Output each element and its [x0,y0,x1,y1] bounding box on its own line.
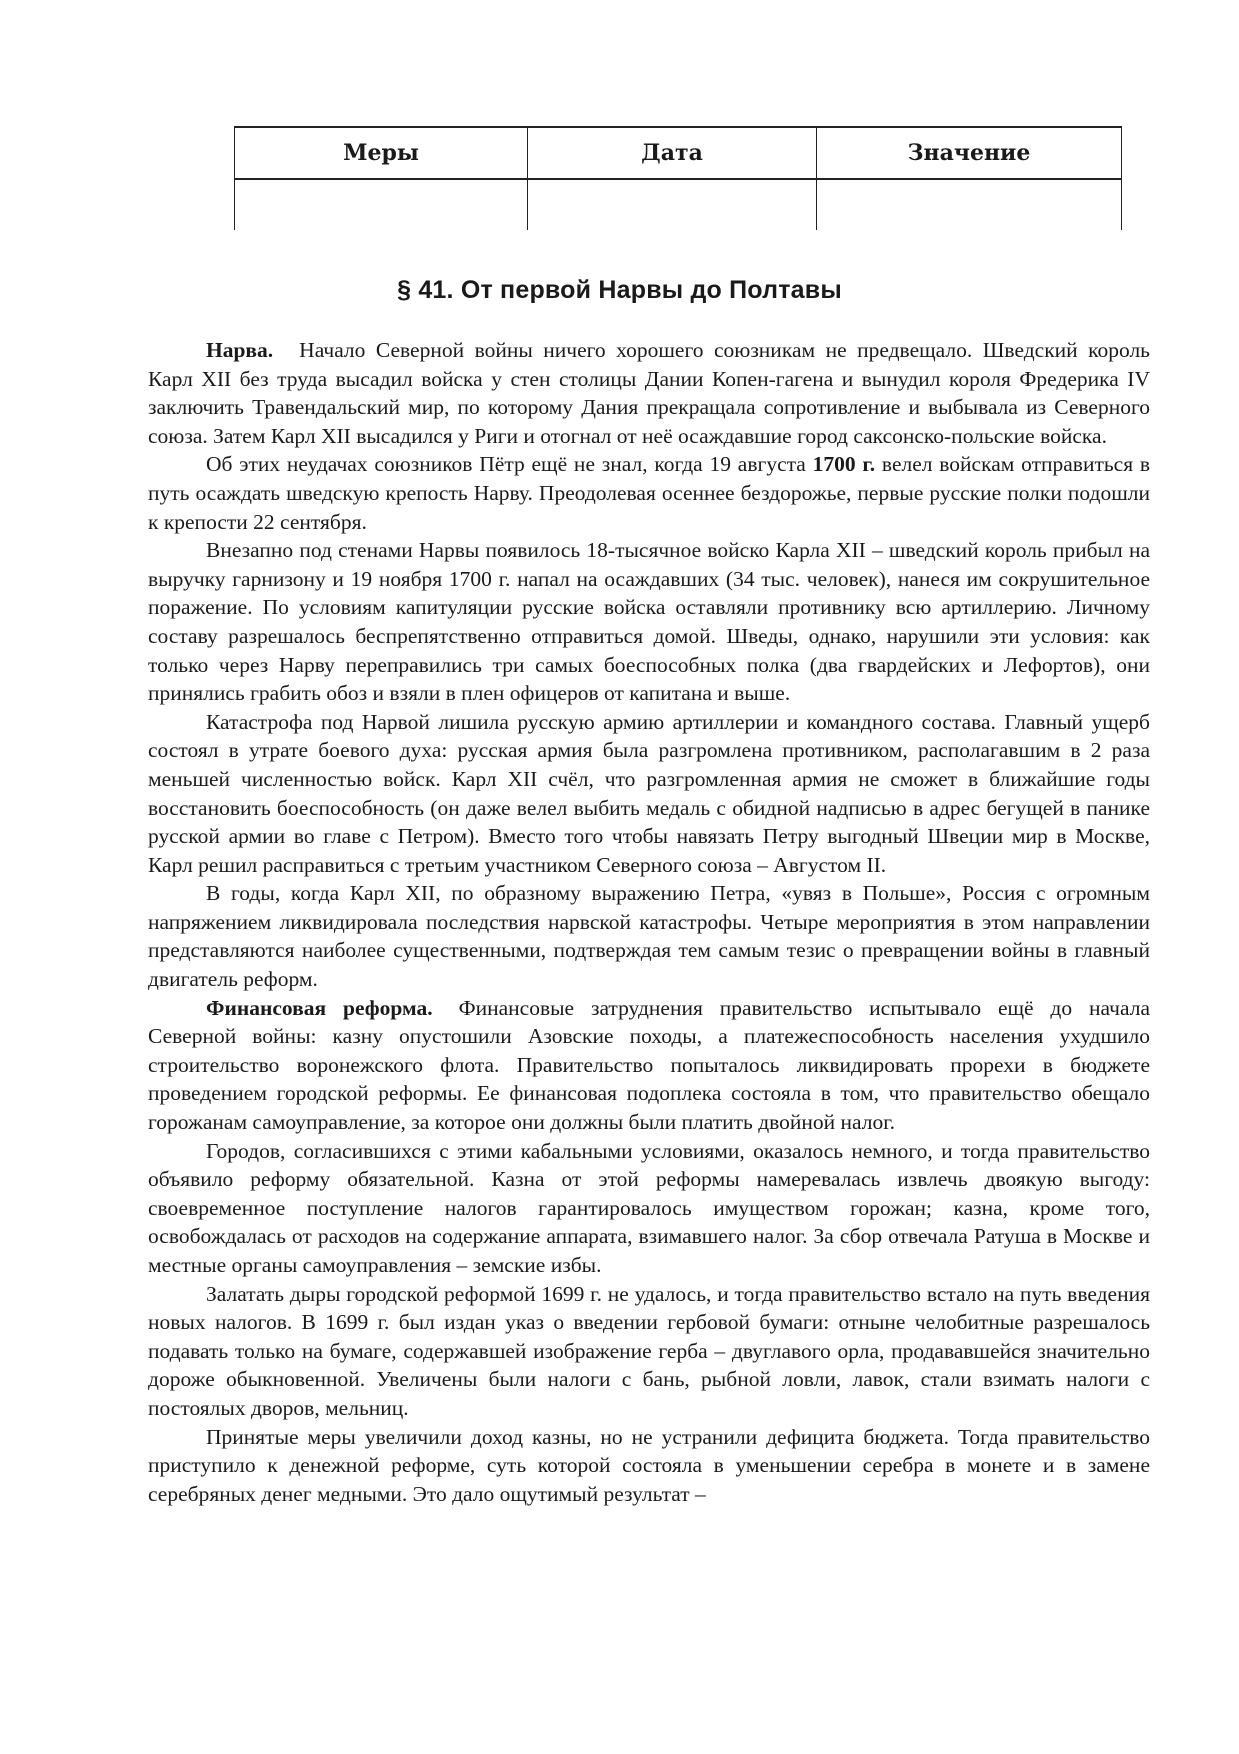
paragraph-lead-financial-reform: Финансовая реформа. [206,995,433,1020]
column-header-date: Дата [528,127,817,179]
paragraph: Городов, согласившихся с этими кабальными условиями, оказалось немного, и тогда правительство объявило реформу обязательной. Казна от этой реформы намеревалась извлечь двоякую выгоду: своевременное поступление налогов гарантировалось имуществом горожан; казна, кроме того, освобождалась от расходов на содержание аппарата, взимавшего налог. За сбор отвечала Ратуша в Москве и местные органы самоуправления – земские избы. [148,1138,1150,1277]
table-header-row [235,127,1122,179]
paragraph-lead-narva: Нарва. [206,338,274,362]
date-highlight: 1700 г. [812,452,876,477]
paragraph [148,450,1150,536]
paragraph-text: Финансовые затруднения правительство испытывало ещё до начала Северной войны: казну опустошили Азовские походы, а платежеспособность населения ухудшило строительство воронежского флота. Правительство попыталось ликвидировать прорехи в бюджете проведением городской реформы. Ее финансовая подоплека состояла в том, что правительство обещало горожанам самоуправление, за которое они должны были платить двойной налог. [148,995,1150,1135]
column-header-measures: Меры [235,127,528,179]
paragraph-text: Об этих неудачах союзников Пётр ещё не знал, когда 19 августа [206,452,806,477]
table-cell-date [528,179,817,230]
paragraph: Залатать дыры городской реформой 1699 г. не удалось, и тогда правительство встало на путь введения новых налогов. В 1699 г. был издан указ о введении гербовой бумаги: отныне челобитные разрешалось подавать только на бумаге, содержавшей изображение герба – двуглавого орла, продававшейся значительно дороже обыкновенной. Увеличены были налоги с бань, рыбной ловли, лавок, стали взимать налоги с постоялых дворов, мельниц. [148,1281,1150,1420]
table-cell-significance [817,179,1122,230]
paragraph: Принятые меры увеличили доход казны, но не устранили дефицита бюджета. Тогда правительство приступило к денежной реформе, суть которой состояла в уменьшении серебра в монете и в замене серебряных денег медными. Это дало ощутимый результат – [148,1424,1150,1506]
table-cell-measures [235,179,528,230]
paragraph-text: велел войскам отправиться в путь осаждать шведскую крепость Нарву. Преодолевая осеннее бездорожье, первые русские полки подошли к крепости 22 сентября. [148,452,1151,534]
paragraph: В годы, когда Карл XII, по образному выражению Петра, «увяз в Польше», Россия с огромным напряжением ликвидировала последствия нарвской катастрофы. Четыре мероприятия в этом направлении представляются наиболее существенными, подтверждая тем самым тезис о превращении войны в главный двигатель реформ. [148,881,1150,992]
paragraph: Внезапно под стенами Нарвы появилось 18-тысячное войско Карла XII – шведский король прибыл на выручку гарнизону и 19 ноября 1700 г. напал на осаждавших (34 тыс. человек), нанеся им сокрушительное поражение. По условиям капитуляции русские войска оставляли противнику всю артиллерию. Личному составу разрешалось беспрепятственно отправиться домой. Шведы, однако, нарушили эти условия: как только через Нарву переправились три самых боеспособных полка (два гвардейских и Лефортов), они принялись грабить обоз и взяли в плен офицеров от капитана и выше. [148,538,1150,706]
paragraph [148,994,1150,1137]
paragraph-text: Начало Северной войны ничего хорошего союзникам не предвещало. Шведский король Карл XII без труда высадил войска у стен столицы Дании Копен-гагена и вынудил короля Фредерика IV заключить Травендальский мир, по которому Дания прекращала сопротивление и выбывала из Северного союза. Затем Карл XII высадился у Риги и отогнал от неё осаждавшие город саксонско-польские войска. [148,338,1150,448]
paragraph: Катастрофа под Нарвой лишила русскую армию артиллерии и командного состава. Главный ущерб состоял в утрате боевого духа: русская армия была разгромлена противником, располагавшим в 2 раза меньшей численностью войск. Карл XII счёл, что разгромленная армия не сможет в ближайшие годы восстановить боеспособность (он даже велел выбить медаль с обидной надписью в адрес бегущей в панике русской армии во главе с Петром). Вместо того чтобы навязать Петру выгодный Швеции мир в Москве, Карл решил расправиться с третьим участником Северного союза – Августом II. [148,709,1150,877]
column-header-significance: Значение [817,127,1122,179]
measures-table [234,126,1122,230]
paragraph [148,336,1150,450]
section-heading: § 41. От первой Нарвы до Полтавы [397,276,842,304]
body-text [148,336,1150,1508]
table-row [235,179,1122,230]
